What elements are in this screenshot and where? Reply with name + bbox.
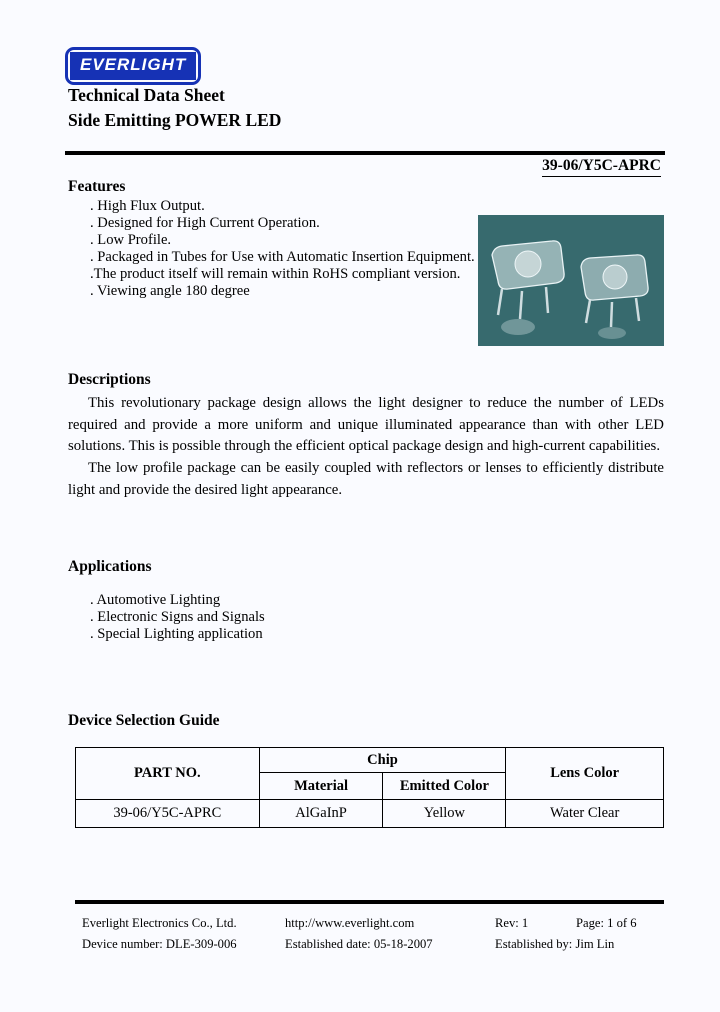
footer-website: http://www.everlight.com xyxy=(285,916,415,930)
feature-item: .The product itself will remain within RoHS compliant version. xyxy=(90,265,461,282)
table-header-chip: Chip xyxy=(259,748,506,773)
cell-part-no: 39-06/Y5C-APRC xyxy=(76,800,260,828)
application-item: . Special Lighting application xyxy=(90,626,263,642)
everlight-logo xyxy=(65,47,201,85)
footer-company: Everlight Electronics Co., Ltd. xyxy=(82,916,237,930)
applications-list xyxy=(90,592,265,643)
table-row xyxy=(76,800,664,828)
table-header-part-no: PART NO. xyxy=(76,748,260,800)
cell-emitted-color: Yellow xyxy=(383,800,506,828)
doc-title-line2: Side Emitting POWER LED xyxy=(68,110,282,130)
led-photo-graphic xyxy=(478,215,664,346)
footer-revision: Rev: 1 xyxy=(495,916,529,930)
cell-lens-color: Water Clear xyxy=(506,800,664,828)
footer-device-number: Device number: DLE-309-006 xyxy=(82,937,237,951)
feature-item: . High Flux Output. xyxy=(90,198,205,214)
feature-item: . Packaged in Tubes for Use with Automatic Insertion Equipment. xyxy=(90,248,475,265)
feature-item: . Viewing angle 180 degree xyxy=(90,282,250,299)
applications-heading: Applications xyxy=(68,558,152,575)
description-paragraph-1: This revolutionary package design allows the light designer to reduce the number of LEDs required and provide a more uniform and unique illuminated appearance than with other LED solutions. This is possible through the efficient optical package design and high-current capabilities. xyxy=(68,395,664,455)
led-product-photo xyxy=(478,215,664,346)
device-selection-table xyxy=(75,747,664,828)
header-divider xyxy=(65,151,665,155)
application-item: . Electronic Signs and Signals xyxy=(90,609,265,625)
table-header-material: Material xyxy=(259,773,383,800)
selection-guide-heading: Device Selection Guide xyxy=(68,712,220,729)
cell-material: AlGaInP xyxy=(259,800,383,828)
feature-item: . Low Profile. xyxy=(90,231,172,248)
footer-established-by: Established by: Jim Lin xyxy=(495,937,615,951)
description-paragraph-2: The low profile package can be easily coupled with reflectors or lenses to efficiently distribute light and provide the desired light appearance. xyxy=(68,460,664,498)
features-list xyxy=(90,198,482,299)
table-header-lens-color: Lens Color xyxy=(506,748,664,800)
doc-title-line1: Technical Data Sheet xyxy=(68,85,225,105)
footer-divider xyxy=(75,900,664,904)
descriptions-heading: Descriptions xyxy=(68,371,151,388)
feature-item: . Designed for High Current Operation. xyxy=(90,214,320,231)
features-heading: Features xyxy=(68,178,126,195)
application-item: . Automotive Lighting xyxy=(90,592,221,608)
footer-page-number: Page: 1 of 6 xyxy=(576,916,637,930)
table-header-emitted-color: Emitted Color xyxy=(383,773,506,800)
part-number: 39-06/Y5C-APRC xyxy=(542,157,661,177)
everlight-logo-text: EVERLIGHT xyxy=(70,52,196,80)
footer-established-date: Established date: 05-18-2007 xyxy=(285,937,433,951)
